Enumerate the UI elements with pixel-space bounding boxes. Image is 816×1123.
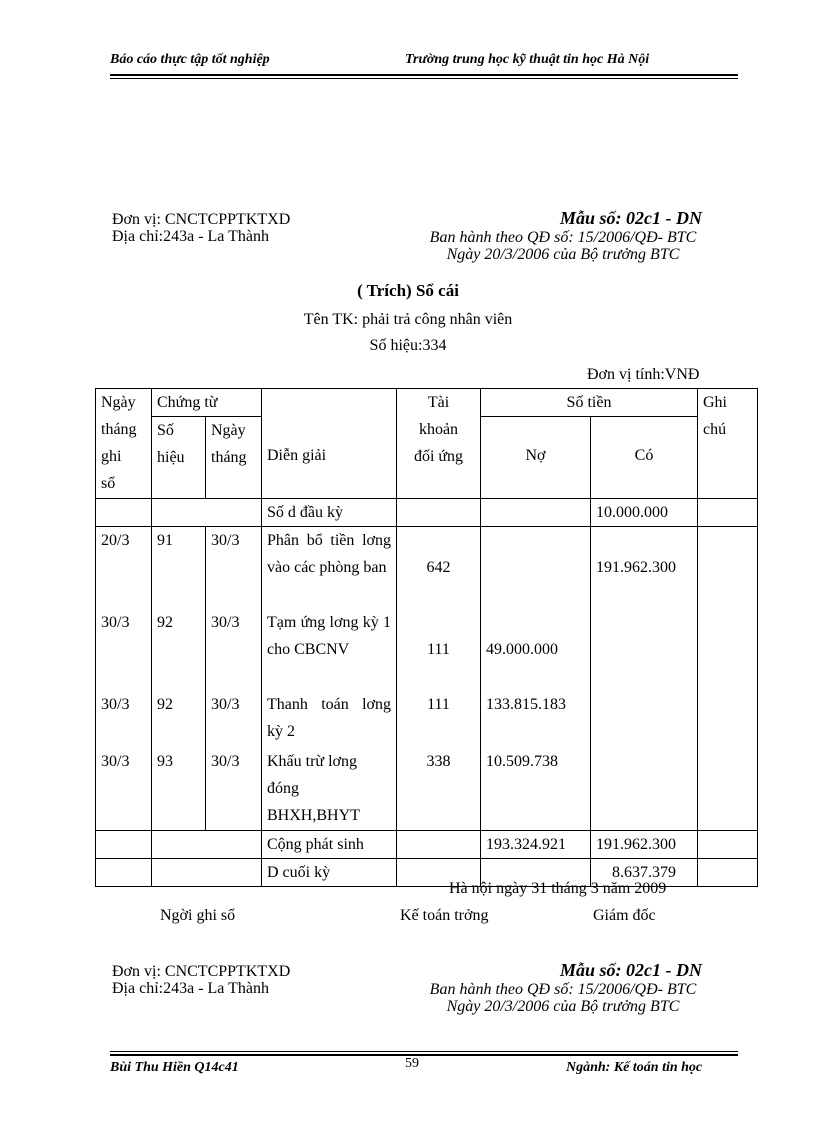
page-number: 59 — [405, 1056, 419, 1071]
opening-credit: 10.000.000 — [591, 499, 698, 527]
header-cell-debit: Nợ — [481, 417, 591, 499]
header-right: Trường trung học kỹ thuật tin học Hà Nội — [405, 52, 650, 67]
entry-descriptions: Phân bổ tiền lơng vào các phòng ban Tạm ứng lơng kỳ 1 cho CBCNV Thanh toán lơng kỳ 2 Khấu trừ lơng đóng BHXH,BHYT — [262, 527, 397, 831]
sign-date: Hà nội ngày 31 tháng 3 năm 2009 — [449, 880, 667, 897]
footer-author: Bùi Thu Hiền Q14c41 — [110, 1060, 239, 1075]
issued-date-2: Ngày 20/3/2006 của Bộ trưởng BTC — [446, 998, 680, 1015]
form-number: Mẫu số: 02c1 - DN — [560, 208, 702, 228]
entry-voucher-numbers: 91 92 92 93 — [152, 527, 206, 831]
header-cell-voucher: Chứng từ — [152, 389, 262, 417]
address-label: Địa chỉ:243a - La Thành — [112, 228, 269, 245]
signer-accountant: Kế toán trởng — [400, 907, 489, 924]
signer-director: Giám đốc — [593, 907, 656, 924]
footer-rule-thick — [110, 1054, 738, 1056]
issued-by: Ban hành theo QĐ số: 15/2006/QĐ- BTC — [429, 229, 697, 246]
header-cell-desc: Diễn giải — [262, 389, 397, 499]
ledger-table — [95, 388, 758, 887]
header-rule-thin — [110, 78, 738, 79]
footer-major: Ngành: Kế toán tin học — [566, 1060, 703, 1075]
header-cell-note: Ghi chú — [698, 389, 758, 499]
account-number: Số hiệu:334 — [369, 337, 447, 354]
closing-label: D cuối kỳ — [262, 859, 397, 887]
table-row — [96, 527, 758, 831]
header-cell-voucher-date: Ngày tháng — [206, 417, 262, 499]
opening-label: Số d đầu kỳ — [262, 499, 397, 527]
total-debit: 193.324.921 — [481, 831, 591, 859]
header-cell-credit: Có — [591, 417, 698, 499]
opening-balance-row — [96, 499, 758, 527]
header-left: Báo cáo thực tập tốt nghiệp — [110, 52, 270, 67]
header-cell-date: Ngày tháng ghi sổ — [96, 389, 152, 499]
address-label-2: Địa chỉ:243a - La Thành — [112, 980, 269, 997]
form-number-2: Mẫu số: 02c1 - DN — [560, 960, 702, 980]
footer-rule-thin — [110, 1051, 738, 1052]
total-label: Cộng phát sinh — [262, 831, 397, 859]
header-cell-amount: Số tiền — [481, 389, 698, 417]
issued-by-2: Ban hành theo QĐ số: 15/2006/QĐ- BTC — [429, 981, 697, 998]
entry-dates: 20/3 30/3 30/3 30/3 — [96, 527, 152, 831]
total-row — [96, 831, 758, 859]
signer-recorder: Ngời ghi sổ — [160, 907, 236, 924]
unit-label: Đơn vị: CNCTCPPTKTXD — [112, 211, 291, 228]
entry-credits: 191.962.300 — [591, 527, 698, 831]
unit-label-2: Đơn vị: CNCTCPPTKTXD — [112, 963, 291, 980]
page-title: ( Trích) Sổ cái — [357, 281, 459, 300]
header-rule-thick — [110, 74, 738, 76]
entry-accounts: 642 111 111 338 — [397, 527, 481, 831]
closing-credit: 8.637.379 — [591, 859, 698, 887]
total-credit: 191.962.300 — [591, 831, 698, 859]
currency-unit: Đơn vị tính:VNĐ — [587, 366, 700, 383]
issued-date: Ngày 20/3/2006 của Bộ trưởng BTC — [446, 246, 680, 263]
header-cell-account: Tài khoản đối ứng — [397, 389, 481, 499]
entry-voucher-dates: 30/3 30/3 30/3 30/3 — [206, 527, 262, 831]
header-cell-voucher-no: Số hiệu — [152, 417, 206, 499]
account-name: Tên TK: phải trả công nhân viên — [303, 311, 513, 328]
entry-debits: 49.000.000 133.815.183 10.509.738 — [481, 527, 591, 831]
